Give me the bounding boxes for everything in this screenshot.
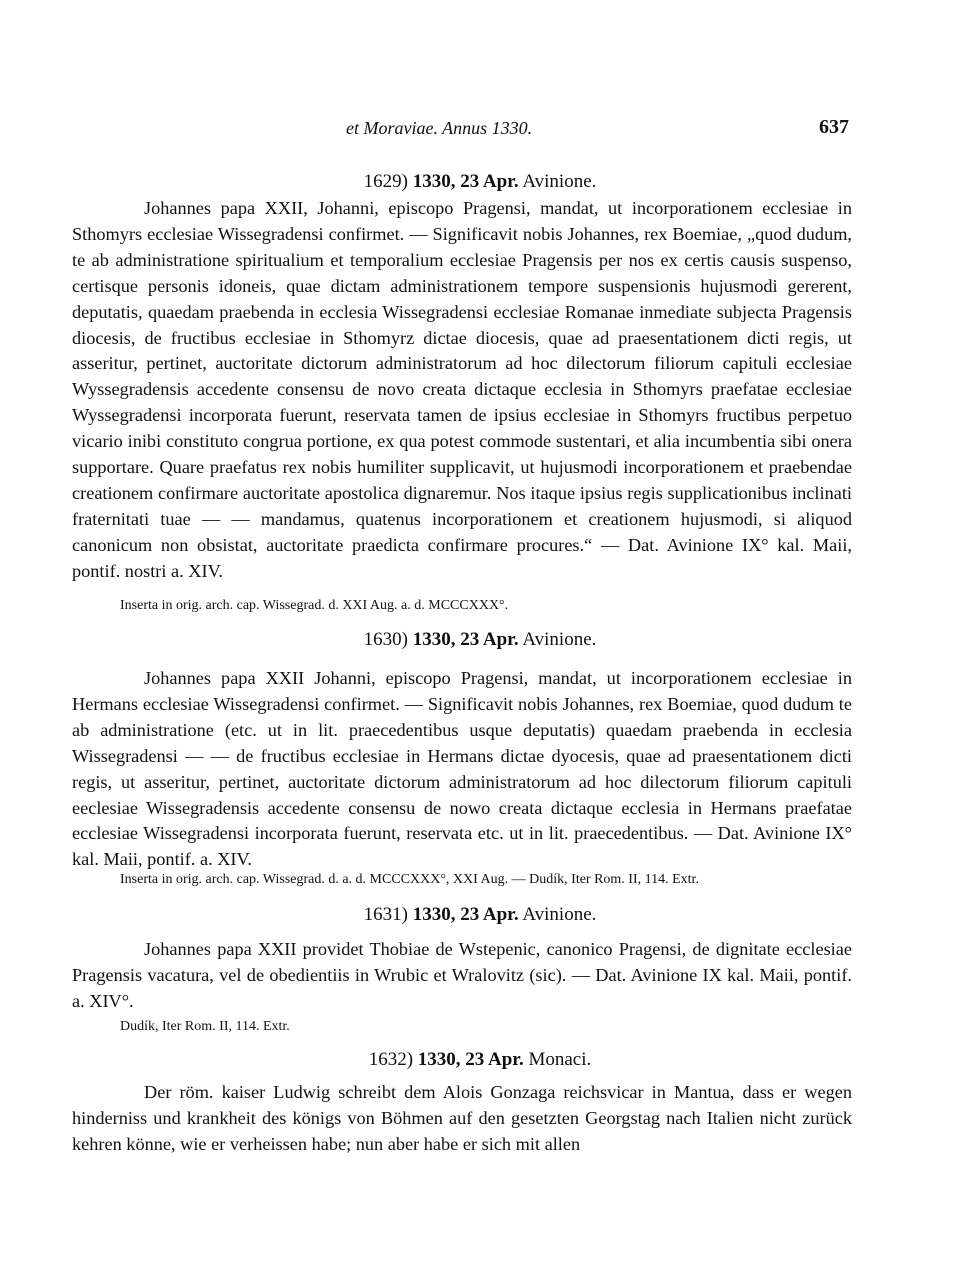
- entry-heading-1632: [0, 1048, 960, 1072]
- entry-place: Avinione.: [522, 904, 597, 925]
- entry-number: 1629): [363, 171, 408, 192]
- entry-text-1629: Johannes papa XXII, Johanni, episcopo Pragensi, mandat, ut incorporationem ecclesiae in Sthomyrs ecclesiae Wissegradensi confirmet. — Significavit nobis Johannes, rex Boemiae, „quod dudum, te ab administratione spiritualium et temporalium ecclesiae Pragensis per nos ex certis causis suspenso, certisque personis idoneis, quae dictam administrationem tempore suspensionis hujusmodi gererent, deputatis, quaedam praebenda in ecclesia Wissegradensi ecclesiae Romanae inmediate subjecta Pragensis diocesis, de fructibus ecclesiae in Sthomyrz dictae diocesis, quae ad praesentationem dicti regis, ut asseritur, pertinet, auctoritate dictorum administratorum ad hoc dilectorum filiorum capituli ecclesiae Wyssegradensis accedente consensu de novo creata dictaque ecclesia in Sthomyrs praefatae ecclesiae Wyssegradensi incorporata fuerunt, reservata tamen de ipsius ecclesiae in Sthomyrs fructibus perpetuo vicario inibi constituto congrua portione, ex qua potest commode sustentari, et alia incumbentia sibi onera supportare. Quare praefatus rex nobis humiliter supplicavit, ut hujusmodi incorporationem et praebendae creationem confirmare auctoritate apostolica dignaremur. Nos itaque ipsius regis supplicationibus inclinati fraternitati tuae — — mandamus, quatenus incorporationem et creationem hujusmodi, si aliquod canonicum non obsistat, auctoritate praedicta confirmare procures.“ — Dat. Avinione IX° kal. Maii, pontif. nostri a. XIV.: [72, 198, 852, 581]
- entry-number: 1632): [368, 1049, 414, 1070]
- entry-date: 1330, 23 Apr.: [412, 171, 519, 192]
- entry-heading-1631: [0, 903, 960, 927]
- entry-text-1631: Johannes papa XXII providet Thobiae de Wstepenic, canonico Pragensi, de dignitate ecclesiae Pragensis vacatura, vel de obedientiis in Wrubic et Wralovitz (sic). — Dat. Avinione IX kal. Maii, pontif. a. XIV°.: [72, 939, 852, 1011]
- entry-place: Monaci.: [528, 1049, 592, 1070]
- entry-place: Avinione.: [522, 171, 597, 192]
- entry-date: 1330, 23 Apr.: [412, 904, 519, 925]
- entry-number: 1630): [363, 629, 408, 650]
- entry-date: 1330, 23 Apr.: [417, 1049, 524, 1070]
- entry-text-1632: Der röm. kaiser Ludwig schreibt dem Alois Gonzaga reichsvicar in Mantua, dass er wegen hinderniss und krankheit des königs von Böhmen auf den gesetzten Georgstag nach Italien nicht zurück kehren könne, wie er verheissen habe; nun aber habe er sich mit allen: [72, 1082, 852, 1154]
- entry-heading-1630: [0, 628, 960, 652]
- entry-heading-1629: [0, 170, 960, 194]
- running-title: et Moraviae. Annus 1330.: [346, 118, 533, 138]
- entry-date: 1330, 23 Apr.: [412, 629, 519, 650]
- entry-source-1629: Inserta in orig. arch. cap. Wissegrad. d. XXI Aug. a. d. MCCCXXX°.: [120, 598, 509, 613]
- running-header: [0, 118, 960, 142]
- page-number: 637: [819, 116, 849, 138]
- entry-source-1630: Inserta in orig. arch. cap. Wissegrad. d. a. d. MCCCXXX°, XXI Aug. — Dudík, Iter Rom. II, 114. Extr.: [120, 872, 699, 887]
- entry-text-1630: Johannes papa XXII Johanni, episcopo Pragensi, mandat, ut incorporationem ecclesiae in Hermans ecclesiae Wissegradensi confirmet. — Significavit nobis Johannes, rex Boemiae, quod dudum te ab administratione (etc. ut in lit. praecedentibus usque deputatis) quaedam praebenda in ecclesia Wissegradensi — — de fructibus ecclesiae in Hermans dictae dyocesis, quae ad praesentationem dicti regis, ut asseritur, pertinet, auctoritate dictorum administratorum ad hoc dilectorum filiorum capituli eeclesiae Wissegradensis accedente consensu de nowo creata dictaque ecclesia in Hermans praefatae ecclesiae Wissegradensi incorporata fuerunt, reservata etc. ut in lit. praecedentibus. — Dat. Avinione IX° kal. Maii, pontif. a. XIV.: [72, 668, 852, 870]
- entry-number: 1631): [363, 904, 408, 925]
- entry-place: Avinione.: [522, 629, 597, 650]
- entry-source-1631: Dudík, Iter Rom. II, 114. Extr.: [120, 1019, 290, 1034]
